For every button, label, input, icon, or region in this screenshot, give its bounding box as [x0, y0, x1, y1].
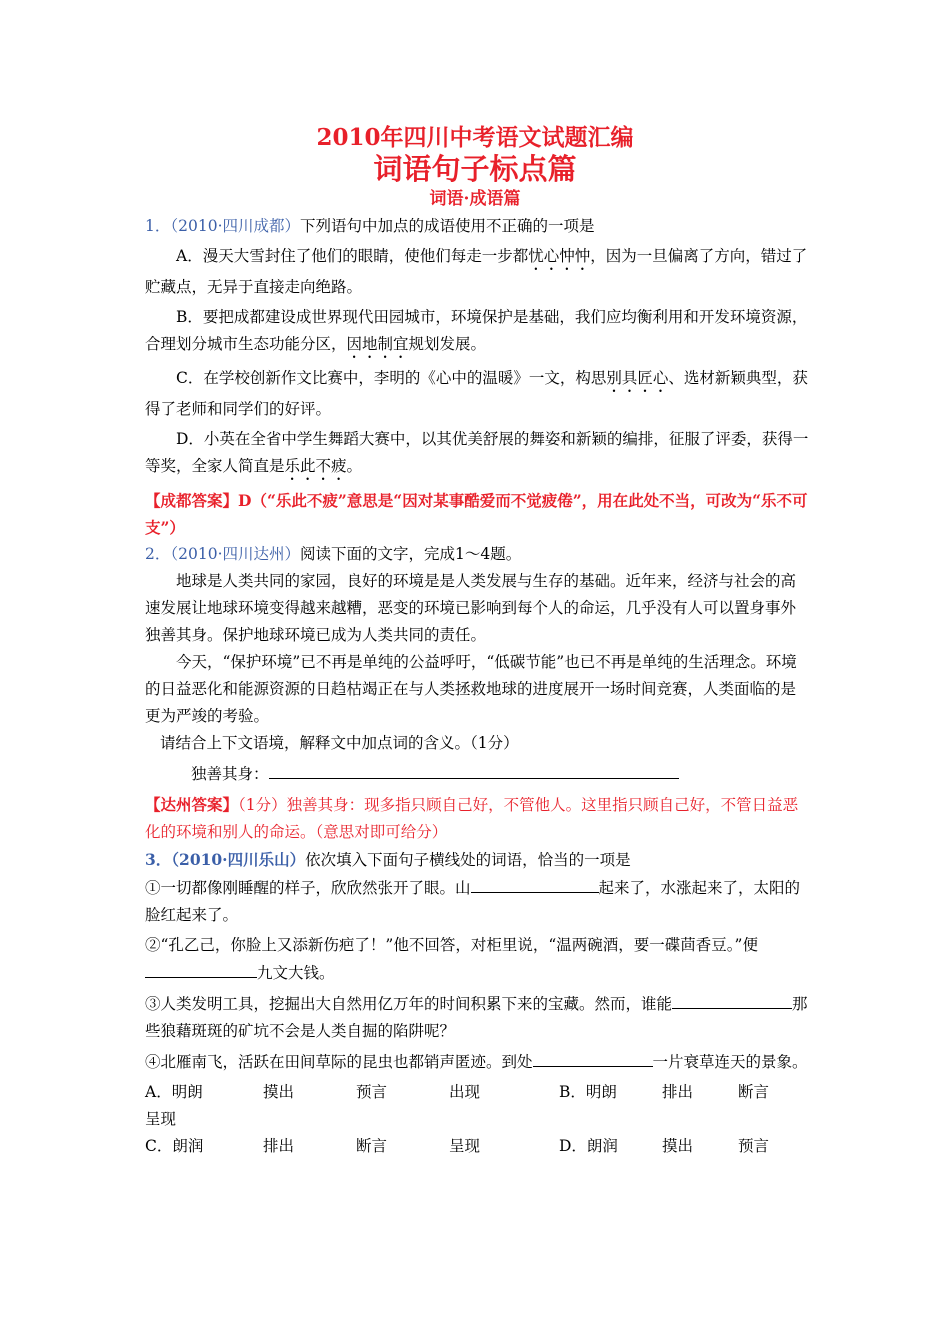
question-text: 下列语句中加点的成语使用不正确的一项是 [300, 217, 595, 235]
passage-paragraph: 地球是人类共同的家园，良好的环境是是人类发展与生存的基础。近年来，经济与社会的高速发展让地球环境变得越来越糟，恶变的环境已影响到每个人的命运，几乎没有人可以置身事外独善其身。保护地球环境已成为人类共同的责任。 [145, 572, 797, 644]
question-3-stem [145, 846, 810, 874]
question-number: 2． [145, 545, 171, 563]
question-source: （2010·四川成都） [170, 217, 300, 235]
answer-dazhou: 【达州答案】（1分）独善其身：现多指只顾自己好，不管他人。这里指只顾自己好，不管日益恶化的环境和别人的命运。（意思对即可给分） [145, 795, 799, 841]
fill-blank[interactable] [471, 874, 599, 893]
document-title: 2010年四川中考语文试题汇编 [316, 124, 634, 151]
sentence-3: ③人类发明工具，挖掘出大自然用亿万年的时间积累下来的宝藏。然而，谁能 那些狼藉斑斑的矿坑不会是人类自掘的陷阱呢？ [145, 990, 810, 1045]
option-b: B．要把成都建设成世界现代田园城市，环境保护是基础，我们应均衡利用和开发环境资源，合理划分城市生态功能分区，因地制宜规划发展。 [145, 308, 808, 353]
sentence-2: ②“孔乙己，你脸上又添新伤疤了！”他不回答，对柜里说，“温两碗酒，要一碟茴香豆。”便九文大钱。 [145, 936, 758, 982]
question-text: 阅读下面的文字，完成1～4题。 [300, 545, 522, 563]
option-item: 排出 [263, 1137, 295, 1155]
option-item: 呈现 [449, 1137, 481, 1155]
question-task: 请结合上下文语境，解释文中加点词的含义。（1分） [160, 734, 519, 752]
option-item: A．明朗 [145, 1083, 203, 1101]
option-item: 呈现 [145, 1110, 177, 1128]
option-a: A．漫天大雪封住了他们的眼睛，使他们每走一步都忧心忡忡，因为一旦偏离了方向，错过了贮藏点，无异于直接走向绝路。 [145, 247, 808, 296]
fill-blank-continued[interactable] [780, 990, 792, 1009]
option-item: 预言 [738, 1137, 770, 1155]
question-number: 1． [145, 217, 171, 235]
question-2-stem [145, 541, 810, 568]
section-title: 词语·成语篇 [429, 189, 521, 209]
passage-paragraph: 今天，“保护环境”已不再是单纯的公益呼吁，“低碳节能”也已不再是单纯的生活理念。环境的日益恶化和能源资源的日趋枯竭正在与人类拯救地球的进度展开一场时间竞赛，人类面临的是更为严竣的考验。 [145, 653, 797, 725]
sentence-4: ④北雁南飞，活跃在田间草际的昆虫也都销声匿迹。到处 一片衰草连天的景象。 [145, 1048, 810, 1076]
question-1-stem [145, 213, 810, 240]
option-d: D．小英在全省中学生舞蹈大赛中，以其优美舒展的舞姿和新颖的编排，征服了评委，获得一等奖，全家人简直是乐此不疲。 [145, 430, 809, 475]
answer-blank[interactable] [269, 760, 679, 779]
fill-blank[interactable] [533, 1048, 653, 1067]
question-source: （2010·四川乐山） [171, 850, 306, 869]
option-item: 出现 [449, 1083, 481, 1101]
fill-blank[interactable] [672, 990, 780, 1009]
fill-blank[interactable] [145, 959, 257, 978]
answer-chengdu: 【成都答案】D（“乐此不疲”意思是“因对某事酷爱而不觉疲倦”，用在此处不当，可改为“乐不可支”） [145, 491, 808, 537]
option-item: D．朗润 [559, 1137, 618, 1155]
option-item: B．明朗 [559, 1083, 617, 1101]
question-number: 3． [145, 850, 172, 869]
dotted-idiom: 因地制宜 [346, 335, 409, 353]
option-item: 预言 [356, 1083, 388, 1101]
options-row-1 [145, 1079, 810, 1106]
sentence-1: ①一切都像刚睡醒的样子，欣欣然张开了眼。山 起来了，水涨起来了，太阳的脸红起来了。 [145, 874, 810, 929]
question-text: 依次填入下面句子横线处的词语，恰当的一项是 [305, 851, 631, 869]
option-item: 摸出 [662, 1137, 694, 1155]
document-subtitle: 词语句子标点篇 [373, 152, 577, 186]
dotted-idiom: 别具匠心 [606, 369, 669, 387]
options-row-2 [145, 1133, 810, 1160]
dotted-idiom: 乐此不疲 [284, 457, 347, 475]
option-item: 断言 [356, 1137, 388, 1155]
document-body [145, 213, 810, 1160]
option-item: 排出 [662, 1083, 694, 1101]
option-item: 摸出 [263, 1083, 295, 1101]
question-source: （2010·四川达州） [170, 545, 300, 563]
dotted-idiom: 忧心忡忡 [528, 247, 591, 265]
option-c: C．在学校创新作文比赛中，李明的《心中的温暖》一文，构思别具匠心、选材新颖典型，获得了老师和同学们的好评。 [145, 369, 808, 418]
option-item: 断言 [738, 1083, 770, 1101]
answer-line: 独善其身： [145, 760, 810, 788]
option-item: C．朗润 [145, 1137, 204, 1155]
